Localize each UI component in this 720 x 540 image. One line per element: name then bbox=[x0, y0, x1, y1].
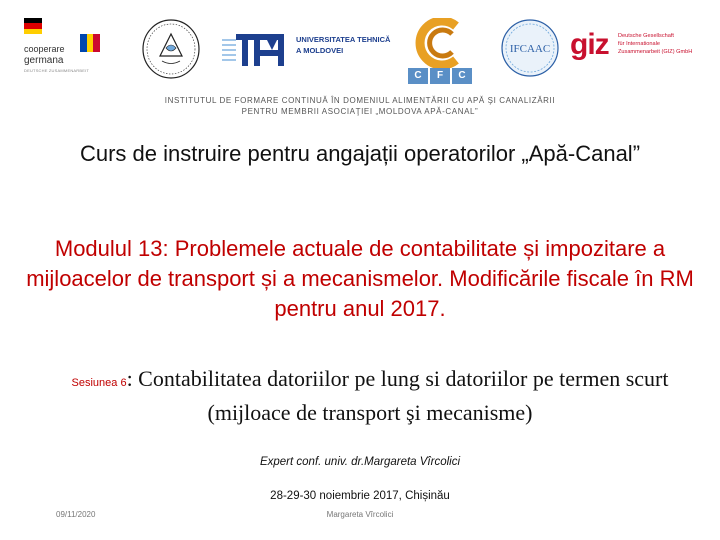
giz-wordmark: giz bbox=[570, 28, 609, 61]
ilcaac-emblem-icon bbox=[500, 18, 560, 78]
zusammenarbeit-text: DEUTSCHE ZUSAMMENARBEIT bbox=[24, 68, 90, 73]
ilcaac-logo bbox=[500, 18, 560, 78]
utm-emblem-icon bbox=[222, 28, 294, 72]
course-title: Curs de instruire pentru angajații operatorilor „Apă-Canal” bbox=[79, 141, 641, 166]
giz-subtitle bbox=[618, 32, 692, 56]
cfc-logo bbox=[404, 18, 476, 86]
cfc-letter: F bbox=[430, 68, 450, 84]
session-label: Sesiunea 6 bbox=[71, 377, 127, 389]
cfc-letters bbox=[408, 68, 472, 84]
footer-date: 09/11/2020 bbox=[56, 510, 96, 519]
utm-line1: UNIVERSITATEA TEHNICĂ bbox=[296, 35, 391, 44]
ilcaac-label: IFCAAC bbox=[509, 43, 551, 55]
german-flag-icon bbox=[24, 18, 42, 34]
cfc-letter: C bbox=[408, 68, 428, 84]
expert-name: Expert conf. univ. dr.Margareta Vîrcolici bbox=[259, 456, 461, 468]
giz-subtitle-line: Deutsche Gesellschaft bbox=[618, 33, 674, 39]
cooperare-germana-logo bbox=[18, 16, 110, 78]
giz-subtitle-line: Zusammenarbeit (GIZ) GmbH bbox=[618, 49, 693, 55]
institute-name-line2: PENTRU MEMBRII ASOCIAŢIEI „MOLDOVA APĂ-CANAL” bbox=[241, 107, 479, 116]
moldova-flag-icon bbox=[80, 34, 100, 52]
amac-emblem-icon bbox=[140, 18, 202, 80]
giz-logo bbox=[570, 28, 710, 68]
logo-row bbox=[0, 0, 720, 92]
module-title: Modulul 13: Problemele actuale de contabilitate și impozitare a mijloacelor de transport și a mecanismelor. Modificările fiscale în RM pentru anul 2017. bbox=[26, 236, 694, 321]
cfc-letter: C bbox=[452, 68, 472, 84]
utm-text bbox=[296, 34, 390, 56]
event-dates: 28-29-30 noiembrie 2017, Chișinău bbox=[270, 490, 450, 502]
session-block bbox=[30, 364, 710, 428]
utm-logo bbox=[222, 28, 391, 72]
session-text: : Contabilitatea datoriilor pe lung si datoriilor pe termen scurt (mijloace de transport şi mecanisme) bbox=[126, 366, 669, 425]
footer-author: Margareta Vîrcolici bbox=[326, 510, 394, 519]
amac-logo bbox=[140, 18, 202, 80]
cfc-emblem-icon bbox=[404, 18, 476, 68]
giz-subtitle-line: für Internationale bbox=[618, 41, 660, 47]
institute-name-line1: INSTITUTUL DE FORMARE CONTINUĂ ÎN DOMENIUL ALIMENTĂRII CU APĂ ŞI CANALIZĂRII bbox=[164, 96, 556, 105]
utm-line2: A MOLDOVEI bbox=[296, 46, 344, 55]
germana-text: germana bbox=[24, 55, 64, 66]
cooperare-text: cooperare bbox=[24, 44, 65, 54]
